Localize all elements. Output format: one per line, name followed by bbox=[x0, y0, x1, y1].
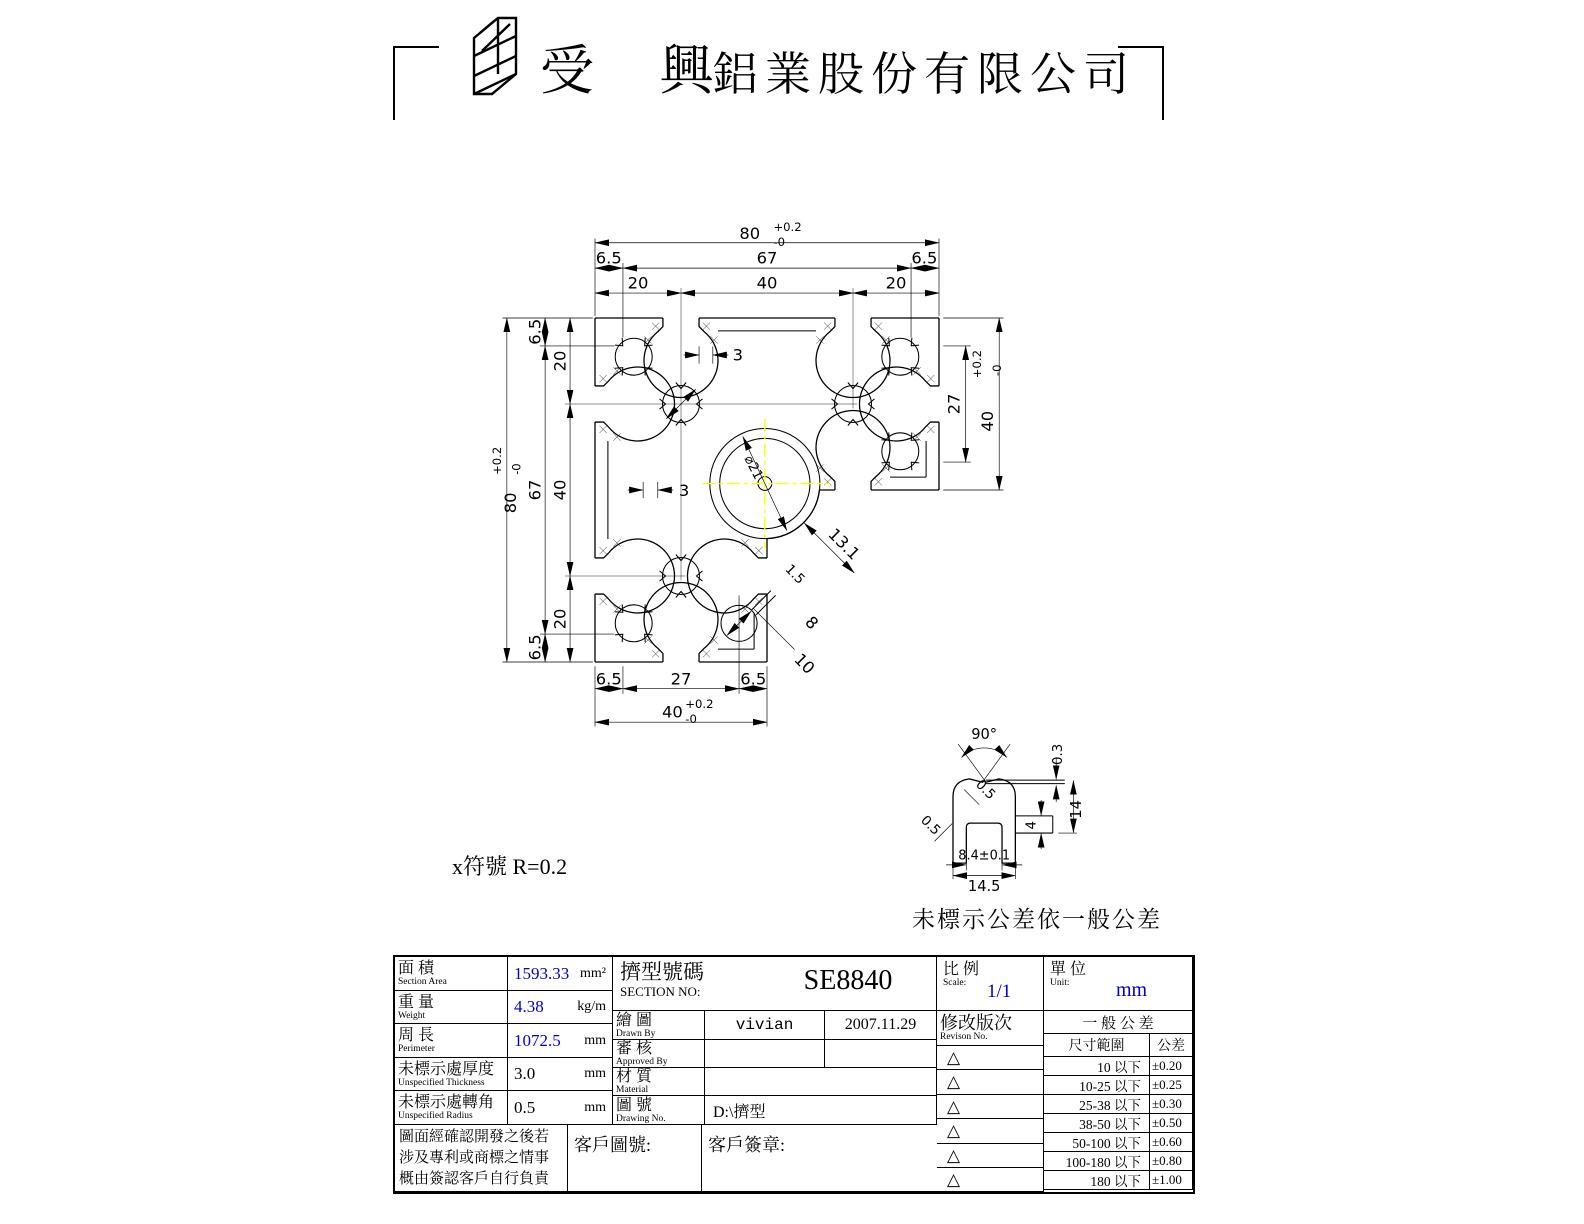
tol-value bbox=[1150, 1095, 1193, 1114]
label-perimeter bbox=[395, 1024, 508, 1058]
general-tolerance-title bbox=[1044, 1011, 1193, 1034]
extension-lines bbox=[500, 238, 1004, 726]
unit-value: mm bbox=[1116, 979, 1148, 1001]
company-name-rest: 鋁業股份有限公司 bbox=[712, 49, 1136, 100]
value-section-area bbox=[508, 957, 613, 991]
dim-center: 40 bbox=[550, 479, 570, 501]
value-weight bbox=[508, 991, 613, 1024]
label-en: Material bbox=[616, 1085, 649, 1095]
tol-range bbox=[1044, 1114, 1150, 1133]
section-no-en: SECTION NO: bbox=[620, 984, 701, 999]
dim-tol-minus: -0 bbox=[685, 712, 697, 727]
dim-pitch: 20 bbox=[550, 350, 570, 372]
revision-triangle: △ bbox=[947, 1169, 961, 1189]
revision-triangle: △ bbox=[947, 1145, 961, 1165]
dim-diagonal: 13.1 bbox=[824, 524, 864, 564]
revision-row bbox=[937, 1070, 1044, 1095]
revision-row bbox=[937, 1144, 1044, 1168]
unit: kg/m bbox=[577, 999, 606, 1014]
dim-edge: 6.5 bbox=[525, 318, 545, 345]
title-block bbox=[393, 955, 1195, 1194]
tol-value bbox=[1150, 1076, 1193, 1095]
customer-signature-cell bbox=[702, 1125, 937, 1192]
dim-offset: 10 bbox=[790, 649, 819, 678]
label-en: Drawn By bbox=[616, 1028, 656, 1039]
approved-by-value bbox=[705, 1040, 825, 1068]
tol-value-text: ±0.30 bbox=[1152, 1096, 1182, 1111]
tol-range bbox=[1044, 1076, 1150, 1095]
label-zh: 材 質 bbox=[616, 1068, 653, 1085]
tol-header-tol bbox=[1150, 1034, 1193, 1057]
sheet-corner-mark-left bbox=[393, 46, 439, 48]
scale-en: Scale: bbox=[943, 978, 967, 988]
unit: mm bbox=[584, 1032, 606, 1048]
unit-cell bbox=[1044, 957, 1193, 1011]
tol-header-range bbox=[1044, 1034, 1150, 1057]
dim-arm: 27 bbox=[670, 669, 692, 689]
label-en: Perimeter bbox=[398, 1044, 435, 1054]
revision-row bbox=[937, 1046, 1044, 1070]
value: 1593.33 bbox=[514, 963, 570, 983]
tol-range-text: 10-25 以下 bbox=[1079, 1079, 1141, 1094]
dim-pitch: 20 bbox=[627, 273, 649, 293]
company-logo bbox=[452, 14, 538, 102]
tol-value-text: ±1.00 bbox=[1152, 1172, 1182, 1187]
label-en: Approved By bbox=[616, 1057, 668, 1067]
label-weight bbox=[395, 991, 508, 1024]
tol-range-text: 100-180 以下 bbox=[1065, 1155, 1141, 1170]
label-material bbox=[613, 1068, 705, 1096]
dim-overall: 80 bbox=[500, 492, 520, 514]
tol-value-text: ±0.60 bbox=[1152, 1134, 1182, 1149]
unit: mm² bbox=[580, 965, 606, 981]
unit: mm bbox=[584, 1099, 606, 1115]
section-no-zh: 擠型號碼 bbox=[620, 960, 704, 984]
section-no-value: SE8840 bbox=[803, 965, 893, 996]
detail-surface-lines bbox=[986, 780, 1065, 783]
corner-boss bbox=[870, 326, 931, 387]
dim-slit: 1.5 bbox=[781, 562, 808, 588]
dim-edge: 6.5 bbox=[525, 634, 545, 661]
dim-overall: 40 bbox=[662, 702, 683, 722]
dim-edge: 6.5 bbox=[595, 248, 622, 268]
detail-lip-label: 0.3 bbox=[1051, 743, 1067, 765]
unit-en: Unit: bbox=[1050, 978, 1070, 988]
logo-hexagon bbox=[474, 18, 516, 94]
tol-value bbox=[1150, 1152, 1193, 1171]
dim-span: 67 bbox=[525, 479, 545, 501]
dim-tol-plus: +0.2 bbox=[773, 220, 802, 235]
sheet-corner-mark-right-v bbox=[1162, 46, 1164, 120]
tol-range-text: 50-100 以下 bbox=[1072, 1136, 1141, 1151]
drawn-by-name: vivian bbox=[735, 1016, 794, 1034]
detail-depth-label: 14 bbox=[1068, 800, 1086, 819]
label-zh: 周 長 bbox=[398, 1027, 435, 1044]
dim-edge: 6.5 bbox=[740, 669, 767, 689]
detail-radius-label: 0.5 bbox=[917, 813, 943, 839]
customer-signature-label: 客戶簽章: bbox=[708, 1135, 786, 1155]
dim-tol-plus: +0.2 bbox=[970, 349, 985, 379]
feature-centerlines bbox=[565, 288, 857, 580]
corner-boss bbox=[870, 421, 931, 482]
label-zh: 重 量 bbox=[398, 993, 435, 1011]
company-name-first: 受 興 bbox=[540, 41, 740, 101]
value: 4.38 bbox=[514, 997, 544, 1016]
tol-value bbox=[1150, 1171, 1193, 1190]
dim-tol-minus: -0 bbox=[773, 234, 786, 249]
dim-wall: 3 bbox=[678, 481, 690, 501]
label-zh: 未標示處厚度 bbox=[398, 1060, 495, 1078]
label-zh: 未標示處轉角 bbox=[398, 1094, 495, 1111]
drawn-date bbox=[825, 1011, 937, 1040]
corner-boss bbox=[603, 326, 664, 387]
label-section-area bbox=[395, 957, 508, 991]
revision-zh: 修改版次 bbox=[940, 1012, 1012, 1033]
tol-range-text: 38-50 以下 bbox=[1079, 1117, 1141, 1132]
label-en: Unspecified Thickness bbox=[398, 1077, 485, 1088]
label-unspecified-thickness bbox=[395, 1058, 508, 1091]
dim-overall: 80 bbox=[739, 223, 761, 243]
scale-value: 1/1 bbox=[987, 981, 1012, 1002]
tol-range-text: 10 以下 bbox=[1097, 1060, 1141, 1075]
revision-row bbox=[937, 1119, 1044, 1144]
corner-boss bbox=[603, 593, 664, 654]
label-zh: 面 積 bbox=[398, 960, 435, 977]
label-approved-by bbox=[613, 1040, 705, 1068]
dim-bolt: 8 bbox=[801, 612, 823, 634]
drawing-no-value bbox=[705, 1096, 937, 1125]
unit: mm bbox=[584, 1066, 606, 1081]
technical-drawing bbox=[430, 180, 1190, 950]
tol-value-text: ±0.80 bbox=[1152, 1153, 1182, 1168]
value-perimeter bbox=[508, 1024, 613, 1058]
dim-bore: ⌀21 bbox=[740, 453, 766, 483]
tol-range bbox=[1044, 1152, 1150, 1171]
general-tolerance-label: 一 般 公 差 bbox=[1082, 1015, 1154, 1032]
value: 0.5 bbox=[514, 1097, 536, 1117]
material-value bbox=[705, 1068, 937, 1096]
tol-value-text: ±0.50 bbox=[1152, 1115, 1182, 1130]
note-x-symbol: x符號 R=0.2 bbox=[452, 854, 568, 879]
label-drawn-by bbox=[613, 1011, 705, 1040]
detail-radius-label: 0.5 bbox=[972, 777, 998, 803]
label-en: Weight bbox=[398, 1010, 426, 1021]
disclaimer-line: 圖面經確認開發之後若 bbox=[399, 1129, 550, 1145]
dim-pitch: 20 bbox=[885, 273, 907, 293]
revision-triangle: △ bbox=[947, 1072, 961, 1091]
label-drawing-no bbox=[613, 1096, 705, 1125]
revision-en: Revison No. bbox=[940, 1031, 988, 1042]
section-no-cell bbox=[613, 957, 937, 1011]
profile-section-view bbox=[490, 220, 1004, 726]
dim-tol-plus: +0.2 bbox=[685, 697, 714, 712]
note-general-tolerance: 未標示公差依一般公差 bbox=[912, 907, 1162, 932]
label-unspecified-radius bbox=[395, 1091, 508, 1125]
tol-header-tol-label: 公差 bbox=[1157, 1039, 1185, 1054]
disclaimer-line: 概由簽認客戶自行負責 bbox=[399, 1171, 550, 1187]
dim-edge: 6.5 bbox=[911, 248, 938, 268]
tol-range bbox=[1044, 1057, 1150, 1076]
label-zh: 審 核 bbox=[616, 1040, 653, 1057]
tol-range bbox=[1044, 1133, 1150, 1152]
detail-angle-lines bbox=[958, 744, 1010, 780]
revision-row bbox=[937, 1168, 1044, 1192]
label-en: Drawing No. bbox=[616, 1113, 666, 1124]
tol-header-range-label: 尺寸範圍 bbox=[1068, 1039, 1125, 1054]
tol-value-text: ±0.20 bbox=[1152, 1058, 1182, 1073]
dim-edge: 6.5 bbox=[595, 669, 622, 689]
customer-drawing-no-label: 客戶圖號: bbox=[574, 1135, 652, 1155]
label-zh: 繪 圖 bbox=[616, 1011, 653, 1029]
dim-overall: 40 bbox=[978, 410, 998, 432]
revision-row bbox=[937, 1095, 1044, 1119]
slot-detail-view bbox=[917, 726, 1085, 895]
tol-range bbox=[1044, 1095, 1150, 1114]
dim-wall: 3 bbox=[732, 345, 743, 365]
scale-cell bbox=[937, 957, 1044, 1011]
drawn-date-value: 2007.11.29 bbox=[844, 1016, 917, 1033]
revision-triangle: △ bbox=[947, 1047, 961, 1067]
tol-value bbox=[1150, 1133, 1193, 1152]
revision-triangle: △ bbox=[947, 1121, 961, 1140]
tol-range-text: 25-38 以下 bbox=[1079, 1098, 1141, 1113]
value: 1072.5 bbox=[514, 1030, 561, 1050]
detail-width-label: 14.5 bbox=[967, 878, 1001, 896]
drawing-no-path: D:\擠型 bbox=[713, 1103, 766, 1121]
tol-value bbox=[1150, 1114, 1193, 1133]
drawn-by-value bbox=[705, 1011, 825, 1040]
detail-slot-width-label: 8.4±0.1 bbox=[958, 848, 1011, 864]
value: 3.0 bbox=[514, 1064, 536, 1083]
disclaimer-line: 涉及專利或商標之情事 bbox=[399, 1150, 550, 1166]
unit-zh: 單 位 bbox=[1050, 961, 1087, 978]
detail-flange-label: 4 bbox=[1024, 821, 1040, 830]
dim-center: 40 bbox=[756, 273, 778, 293]
label-en: Unspecified Radius bbox=[398, 1111, 473, 1121]
dim-arm: 27 bbox=[944, 393, 964, 415]
disclaimer-cell bbox=[395, 1125, 568, 1192]
label-en: Section Area bbox=[398, 977, 447, 987]
revision-triangle: △ bbox=[947, 1096, 961, 1116]
value-unspecified-radius bbox=[508, 1091, 613, 1125]
revision-cell bbox=[937, 1011, 1044, 1046]
scale-zh: 比 例 bbox=[943, 961, 980, 978]
detail-angle-label: 90° bbox=[971, 725, 998, 743]
dim-tol-minus: -0 bbox=[509, 463, 524, 475]
tol-range bbox=[1044, 1171, 1150, 1190]
value-unspecified-thickness bbox=[508, 1058, 613, 1091]
customer-drawing-no-cell bbox=[568, 1125, 702, 1192]
dim-tol-minus: -0 bbox=[989, 364, 1004, 377]
dim-pitch: 20 bbox=[550, 608, 570, 630]
label-zh: 圖 號 bbox=[616, 1096, 653, 1114]
approved-date bbox=[825, 1040, 937, 1068]
tol-range-text: 180 以下 bbox=[1090, 1174, 1141, 1189]
tol-value-text: ±0.25 bbox=[1152, 1077, 1182, 1092]
sheet-corner-mark-left-v bbox=[393, 46, 395, 120]
dim-span: 67 bbox=[756, 248, 778, 268]
tol-value bbox=[1150, 1057, 1193, 1076]
logo-facets bbox=[474, 18, 516, 94]
dim-tol-plus: +0.2 bbox=[489, 446, 504, 475]
